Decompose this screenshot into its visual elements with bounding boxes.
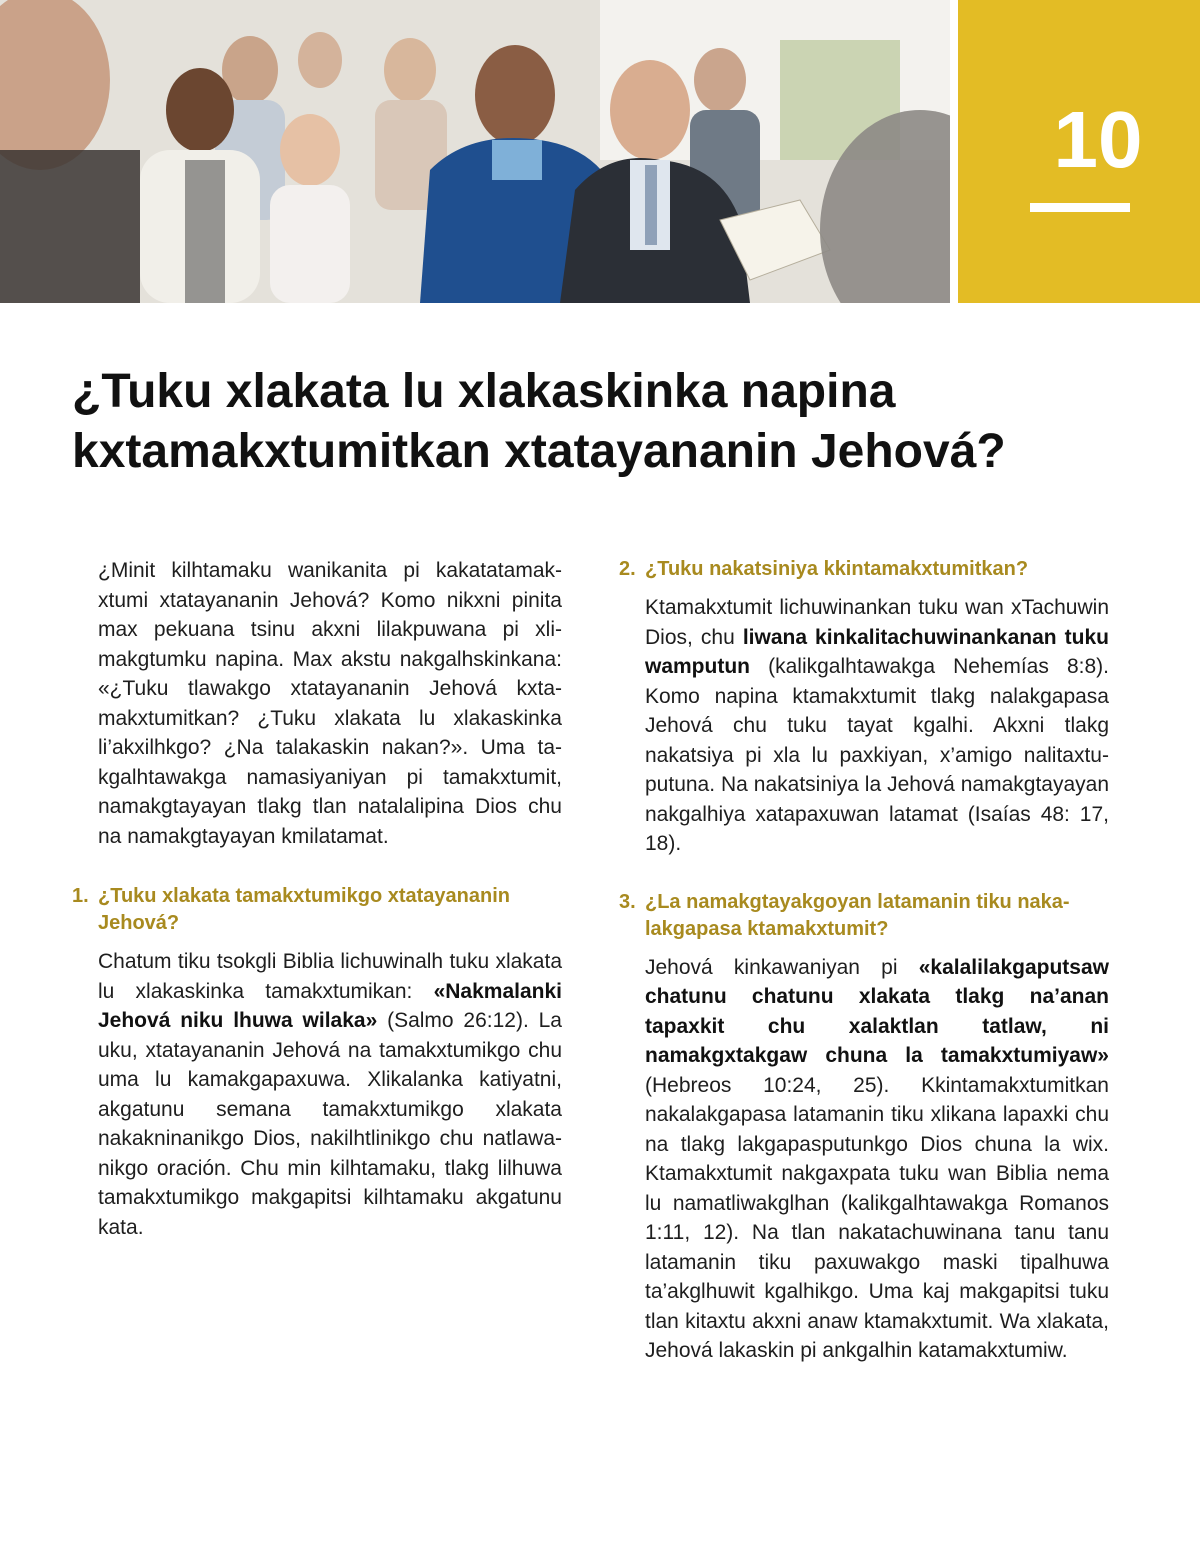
body-text: Jehová kinkawaniyan pi bbox=[645, 955, 919, 979]
scripture-quote: «Nakmalanki Jehová niku lhuwa wilaka» bbox=[98, 979, 562, 1032]
chapter-number: 10 bbox=[1053, 95, 1143, 184]
section-heading bbox=[619, 556, 1109, 583]
section-body bbox=[619, 953, 1109, 1366]
section-question: ¿Tuku xlakata tamakxtumikgo xtatayananin Jehová? bbox=[98, 885, 510, 934]
left-column bbox=[72, 556, 562, 1242]
section-question: ¿La namakgtayakgoyan latamanin tiku nakalakgapasa ktamakxtumit? bbox=[645, 890, 1070, 940]
section-3 bbox=[619, 889, 1109, 1366]
body-text: Ktamakxtumit lichuwinankan tuku wan xTachuwin Dios, chu bbox=[645, 596, 1109, 649]
body-text: Chatum tiku tsokgli Biblia lichuwinalh tuku xlakata lu xlakaskinka tamakxtumikan: bbox=[98, 950, 562, 1003]
right-column bbox=[619, 556, 1109, 1366]
body-text: (kalikgalhtawakga Nehemías 8:8). Komo napina ktamakxtumit tlakg nalakgapasa Jehová chu tuku tayat kgalhi. Akxni tlakg nakatsiya pi xla lu paxkiyan, x’amigo nalitaxtuputuna. Na nakatsiniya la Jehová namakgtayayan nakgalhiya xatapaxuwan latamat (Isaías 48: 17, 18). bbox=[645, 655, 1109, 855]
section-heading bbox=[72, 883, 562, 937]
body-text: (Salmo 26:12). La uku, xtatayananin Jehová na tamakxtumikgo chu uma lu kamakgapaxuwa. Xlikalanka katiyatni, akgatunu semana tamakxtumikgo xlakata nakakninanikgo Dios, nakilhtlinikgo chu natlawanikgo oración. Chu min kilhtamaku, tlakg lilhuwa tamakxtumikgo makgapitsi kilhtamaku akgatunu kata. bbox=[98, 1009, 562, 1239]
emphasis-text: liwana kinkalitachuwinankanan tuku wamputun bbox=[645, 625, 1109, 678]
header-photo bbox=[0, 0, 950, 303]
scripture-quote: «kalalilakgaputsaw chatunu chatunu xlakata tlakg na’anan tapaxkit chu xalaktlan tatlaw, ni namakgxtakgaw chuna la tamakxtumiyaw» bbox=[645, 955, 1109, 1067]
chapter-underline bbox=[1030, 203, 1130, 212]
section-2 bbox=[619, 556, 1109, 859]
section-1 bbox=[72, 883, 562, 1242]
intro-paragraph: ¿Minit kilhtamaku wanikanita pi kakatatamakxtumi xtatayananin Jehová? Komo nikxni pinita max pekuana tsinu akxni lilakpuwana pi xlimakgtumku napina. Max akstu nakgalhskinkana: «¿Tuku tlawakgo xtatayananin Jehová kxtamakxtumitkan? ¿Tuku xlakata lu xlakaskinka li’akxilhkgo? ¿Na talakaskin nakan?». Uma takgalhtawakga namasiyaniyan pi tamakxtumit, namakgtayayan tlakg tlan natalalipina Dios chu na namakgtayayan kmilatamat. bbox=[98, 559, 562, 848]
section-heading bbox=[619, 889, 1109, 943]
section-question: ¿Tuku nakatsiniya kkintamakxtumitkan? bbox=[645, 558, 1029, 580]
meeting-photo-illustration bbox=[0, 0, 950, 303]
section-body bbox=[72, 947, 562, 1242]
section-number: 3. bbox=[619, 890, 636, 913]
section-number: 1. bbox=[72, 885, 89, 907]
section-body bbox=[619, 593, 1109, 859]
section-number: 2. bbox=[619, 558, 636, 580]
chapter-badge bbox=[958, 0, 1200, 303]
body-text: (Hebreos 10:24, 25). Kkintamakxtumitkan nakalakgapasa latamanin tiku xlikana lapaxki chu na tlakg lakgapasputunkgo Dios chuna la wix. Ktamakxtumit nakgaxpata tuku wan Biblia nema lu namatliwakglhan (kalikgalhtawakga Romanos 1:11, 12). Na tlan nakatachuwinana tanu tanu latamanin tiku paxuwakgo maski tipalhuwa ta’akglhuwit kgalhikgo. Uma kaj makgapitsi tuku tlan kitaxtu akxni anaw ktamakxtumit. Wa xlakata, Jehová lakaskin pi ankgalhin katamakxtumiw. bbox=[645, 1073, 1109, 1362]
lesson-title: ¿Tuku xlakata lu xlakaskinka napina kxtamakxtumitkan xtatayananin Jehová? bbox=[72, 365, 1006, 478]
